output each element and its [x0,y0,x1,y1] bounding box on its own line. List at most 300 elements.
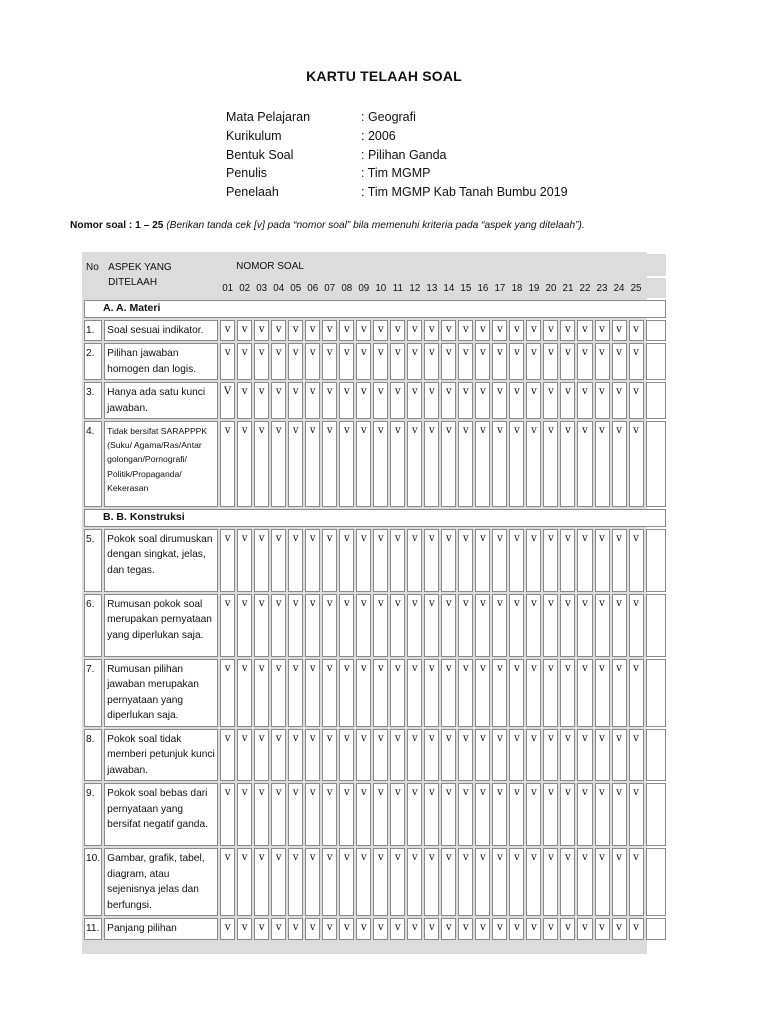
check-cell[interactable]: v [492,421,507,507]
check-cell[interactable]: v [373,659,388,727]
check-cell[interactable]: v [441,783,456,846]
check-cell[interactable]: v [339,594,354,657]
check-cell[interactable]: v [509,382,524,419]
check-cell[interactable]: v [339,320,354,342]
check-cell[interactable]: v [322,343,337,380]
check-cell[interactable]: v [237,729,252,782]
check-cell[interactable]: v [288,729,303,782]
check-cell[interactable]: v [373,848,388,916]
check-cell[interactable]: v [407,343,422,380]
check-cell[interactable]: v [543,382,558,419]
check-cell[interactable]: v [577,783,592,846]
check-cell[interactable]: v [339,659,354,727]
row-aspek: Soal sesuai indikator. [104,320,218,342]
check-cell[interactable]: v [237,421,252,507]
check-cell[interactable]: v [288,529,303,592]
check-cell[interactable]: v [475,529,490,592]
check-cell[interactable]: v [560,421,575,507]
check-cell[interactable]: v [305,382,320,419]
check-cell[interactable]: v [271,343,286,380]
check-cell[interactable]: v [339,848,354,916]
check-cell[interactable]: v [254,320,269,342]
check-cell[interactable]: v [373,343,388,380]
check-cell[interactable]: v [612,382,627,419]
check-cell[interactable]: v [237,918,252,940]
check-cell[interactable]: v [271,594,286,657]
check-cell[interactable]: v [271,529,286,592]
check-cell[interactable]: v [509,729,524,782]
check-cell[interactable]: v [288,421,303,507]
check-cell[interactable]: v [492,594,507,657]
check-cell[interactable]: v [373,729,388,782]
check-cell[interactable]: v [424,594,439,657]
check-cell[interactable]: v [271,421,286,507]
check-cell[interactable]: v [288,659,303,727]
check-cell[interactable]: v [424,783,439,846]
check-cell[interactable]: v [305,848,320,916]
check-cell[interactable]: v [288,848,303,916]
check-cell[interactable]: v [560,729,575,782]
check-cell[interactable]: v [373,320,388,342]
check-cell[interactable]: v [271,729,286,782]
check-cell[interactable]: v [237,343,252,380]
check-cell[interactable]: v [356,918,371,940]
question-number: 23 [595,278,610,298]
check-cell[interactable]: v [629,918,644,940]
check-cell[interactable]: v [629,382,644,419]
check-cell[interactable]: v [492,659,507,727]
check-cell[interactable]: v [288,382,303,419]
check-cell[interactable]: v [475,659,490,727]
check-cell[interactable]: v [475,320,490,342]
check-cell[interactable]: v [254,848,269,916]
check-cell[interactable]: v [595,659,610,727]
table-row [84,421,666,507]
check-cell[interactable]: v [475,848,490,916]
check-cell[interactable]: v [509,320,524,342]
check-cell[interactable]: v [543,659,558,727]
check-cell[interactable]: v [458,421,473,507]
check-cell[interactable]: v [595,529,610,592]
check-cell[interactable]: v [407,729,422,782]
check-cell[interactable]: v [543,783,558,846]
check-cell[interactable]: v [560,343,575,380]
check-cell[interactable]: v [407,320,422,342]
check-cell[interactable]: v [356,848,371,916]
check-cell[interactable]: v [543,848,558,916]
check-cell[interactable]: v [356,659,371,727]
check-cell[interactable]: v [339,343,354,380]
check-cell[interactable]: v [577,421,592,507]
meta-row [226,164,568,183]
check-cell[interactable]: v [543,421,558,507]
check-cell[interactable]: v [254,659,269,727]
check-cell[interactable]: v [271,659,286,727]
check-cell[interactable]: v [407,529,422,592]
check-cell[interactable]: v [356,783,371,846]
check-cell[interactable]: v [237,783,252,846]
check-cell[interactable]: v [305,343,320,380]
check-cell[interactable]: v [424,421,439,507]
check-cell[interactable]: v [595,382,610,419]
check-cell[interactable]: v [560,848,575,916]
question-number: 19 [526,278,541,298]
row-extra-cell [646,529,666,592]
check-cell[interactable]: v [356,729,371,782]
check-cell[interactable]: v [271,848,286,916]
check-cell[interactable]: v [407,594,422,657]
check-cell[interactable]: v [526,421,541,507]
check-cell[interactable]: v [458,320,473,342]
check-cell[interactable]: v [577,320,592,342]
check-cell[interactable]: v [424,343,439,380]
check-cell[interactable]: v [424,729,439,782]
row-aspek: Rumusan pokok soal merupakan pernyataan yang diperlukan saja. [104,594,218,657]
check-cell[interactable]: v [526,659,541,727]
check-cell[interactable]: v [390,918,405,940]
check-cell[interactable]: v [629,421,644,507]
meta-row [226,127,568,146]
check-cell[interactable]: v [612,343,627,380]
check-cell[interactable]: v [237,382,252,419]
check-cell[interactable]: v [475,783,490,846]
check-cell[interactable]: v [441,343,456,380]
check-cell[interactable]: v [390,659,405,727]
check-cell[interactable]: v [220,918,235,940]
check-cell[interactable]: v [543,729,558,782]
check-cell[interactable]: v [441,729,456,782]
check-cell[interactable]: v [458,343,473,380]
check-cell[interactable]: v [595,918,610,940]
check-cell[interactable]: v [595,343,610,380]
row-aspek: Panjang pilihan [104,918,218,940]
check-cell[interactable]: v [629,529,644,592]
check-cell[interactable]: v [305,320,320,342]
check-cell[interactable]: v [458,783,473,846]
check-cell[interactable]: v [390,783,405,846]
check-cell[interactable]: v [322,848,337,916]
check-cell[interactable]: v [339,729,354,782]
check-cell[interactable]: v [509,783,524,846]
check-cell[interactable]: v [458,382,473,419]
check-cell[interactable]: v [305,729,320,782]
check-cell[interactable]: v [322,918,337,940]
check-cell[interactable]: v [356,320,371,342]
check-cell[interactable]: v [612,529,627,592]
check-cell[interactable]: v [629,729,644,782]
check-cell[interactable]: v [356,421,371,507]
row-number: 4. [84,421,102,507]
check-cell[interactable]: v [458,594,473,657]
check-cell[interactable]: v [560,659,575,727]
check-cell[interactable]: v [373,918,388,940]
check-cell[interactable]: v [322,783,337,846]
check-cell[interactable]: v [526,343,541,380]
question-number: 24 [612,278,627,298]
check-cell[interactable]: v [577,659,592,727]
check-cell[interactable]: v [543,343,558,380]
check-cell[interactable]: v [560,918,575,940]
check-cell[interactable]: v [560,594,575,657]
check-cell[interactable]: v [629,783,644,846]
check-cell[interactable]: v [492,343,507,380]
check-cell[interactable]: v [288,594,303,657]
header-no: No [84,254,102,298]
check-cell[interactable]: v [220,729,235,782]
check-cell[interactable]: v [407,659,422,727]
check-cell[interactable]: v [254,918,269,940]
check-cell[interactable]: v [458,918,473,940]
check-cell[interactable]: v [390,421,405,507]
check-cell[interactable]: v [509,343,524,380]
check-cell[interactable]: v [254,729,269,782]
check-cell[interactable]: v [492,918,507,940]
check-cell[interactable]: v [237,848,252,916]
check-cell[interactable]: v [509,421,524,507]
check-cell[interactable]: v [305,659,320,727]
check-cell[interactable]: v [595,729,610,782]
check-cell[interactable]: v [577,848,592,916]
check-cell[interactable]: v [577,729,592,782]
check-cell[interactable]: v [254,594,269,657]
check-cell[interactable]: v [322,594,337,657]
check-cell[interactable]: v [441,594,456,657]
question-number: 16 [475,278,490,298]
check-cell[interactable]: v [407,421,422,507]
check-cell[interactable]: v [220,529,235,592]
check-cell[interactable]: v [305,421,320,507]
header-extra [646,278,666,298]
check-cell[interactable]: v [271,783,286,846]
check-cell[interactable]: v [577,343,592,380]
check-cell[interactable]: v [407,848,422,916]
check-cell[interactable]: v [407,918,422,940]
check-cell[interactable]: v [305,783,320,846]
check-cell[interactable]: v [441,421,456,507]
check-cell[interactable]: v [492,848,507,916]
check-cell[interactable]: v [629,848,644,916]
check-cell[interactable]: v [305,594,320,657]
check-cell[interactable]: v [356,529,371,592]
check-cell[interactable]: v [237,659,252,727]
check-cell[interactable]: v [612,594,627,657]
row-number: 11. [84,918,102,940]
check-cell[interactable]: v [339,421,354,507]
check-cell[interactable]: v [305,918,320,940]
check-cell[interactable]: v [237,529,252,592]
check-cell[interactable]: v [543,918,558,940]
check-cell[interactable]: v [526,382,541,419]
check-cell[interactable]: v [560,320,575,342]
check-cell[interactable]: v [441,848,456,916]
question-number: 01 [220,278,235,298]
check-cell[interactable]: v [322,529,337,592]
check-cell[interactable]: v [322,421,337,507]
check-cell[interactable]: v [254,382,269,419]
check-cell[interactable]: v [390,594,405,657]
check-cell[interactable]: v [526,848,541,916]
check-cell[interactable]: v [356,343,371,380]
check-cell[interactable]: v [424,848,439,916]
check-cell[interactable]: v [543,529,558,592]
check-cell[interactable]: v [288,783,303,846]
check-cell[interactable]: v [492,320,507,342]
section-row [84,300,666,318]
check-cell[interactable]: v [271,320,286,342]
check-cell[interactable]: v [220,594,235,657]
check-cell[interactable]: v [356,382,371,419]
header-row [84,254,666,276]
check-cell[interactable]: v [509,659,524,727]
check-cell[interactable]: v [492,783,507,846]
check-cell[interactable]: v [390,529,405,592]
check-cell[interactable]: v [629,343,644,380]
check-cell[interactable]: v [424,320,439,342]
check-cell[interactable]: v [612,659,627,727]
check-cell[interactable]: v [526,594,541,657]
check-cell[interactable]: v [288,343,303,380]
check-cell[interactable]: v [441,529,456,592]
check-cell[interactable]: v [305,529,320,592]
row-extra-cell [646,343,666,380]
check-cell[interactable]: v [237,594,252,657]
check-cell[interactable]: v [407,783,422,846]
check-cell[interactable]: v [220,343,235,380]
check-cell[interactable]: v [288,320,303,342]
check-cell[interactable]: v [475,594,490,657]
check-cell[interactable]: v [543,320,558,342]
check-cell[interactable]: V [220,382,235,419]
row-extra-cell [646,382,666,419]
table-row [84,659,666,727]
check-cell[interactable]: v [441,382,456,419]
check-cell[interactable]: v [612,783,627,846]
check-cell[interactable]: v [475,343,490,380]
check-cell[interactable]: v [339,783,354,846]
check-cell[interactable]: v [595,783,610,846]
check-cell[interactable]: v [271,382,286,419]
check-cell[interactable]: v [595,320,610,342]
check-cell[interactable]: v [492,529,507,592]
check-cell[interactable]: v [458,848,473,916]
check-cell[interactable]: v [390,343,405,380]
check-cell[interactable]: v [339,918,354,940]
check-cell[interactable]: v [543,594,558,657]
check-cell[interactable]: v [458,659,473,727]
check-cell[interactable]: v [407,382,422,419]
check-cell[interactable]: v [254,783,269,846]
check-cell[interactable]: v [560,783,575,846]
check-cell[interactable]: v [612,729,627,782]
check-cell[interactable]: v [458,529,473,592]
check-cell[interactable]: v [373,529,388,592]
check-cell[interactable]: v [577,918,592,940]
check-cell[interactable]: v [390,320,405,342]
check-cell[interactable]: v [612,848,627,916]
check-cell[interactable]: v [629,659,644,727]
check-cell[interactable]: v [339,382,354,419]
row-extra-cell [646,783,666,846]
check-cell[interactable]: v [373,783,388,846]
check-cell[interactable]: v [475,382,490,419]
check-cell[interactable]: v [254,421,269,507]
row-extra-cell [646,659,666,727]
check-cell[interactable]: v [424,529,439,592]
check-cell[interactable]: v [271,918,286,940]
check-cell[interactable]: v [577,382,592,419]
check-cell[interactable]: v [577,594,592,657]
check-cell[interactable]: v [458,729,473,782]
meta-value: : Tim MGMP [361,166,431,181]
check-cell[interactable]: v [612,320,627,342]
check-cell[interactable]: v [373,421,388,507]
check-cell[interactable]: v [441,320,456,342]
check-cell[interactable]: v [577,529,592,592]
question-number: 14 [441,278,456,298]
check-cell[interactable]: v [220,659,235,727]
check-cell[interactable]: v [373,594,388,657]
check-cell[interactable]: v [629,320,644,342]
check-cell[interactable]: v [322,320,337,342]
check-cell[interactable]: v [441,918,456,940]
check-cell[interactable]: v [595,848,610,916]
check-cell[interactable]: v [509,529,524,592]
check-cell[interactable]: v [475,729,490,782]
check-cell[interactable]: v [322,382,337,419]
check-cell[interactable]: v [220,848,235,916]
check-cell[interactable]: v [322,729,337,782]
check-cell[interactable]: v [424,918,439,940]
check-cell[interactable]: v [288,918,303,940]
check-cell[interactable]: v [220,320,235,342]
check-cell[interactable]: v [475,421,490,507]
check-cell[interactable]: v [390,382,405,419]
check-cell[interactable]: v [339,529,354,592]
check-cell[interactable]: v [612,918,627,940]
check-cell[interactable]: v [356,594,371,657]
check-cell[interactable]: v [492,382,507,419]
check-cell[interactable]: v [629,594,644,657]
check-cell[interactable]: v [526,783,541,846]
check-cell[interactable]: v [560,529,575,592]
check-cell[interactable]: v [509,918,524,940]
check-cell[interactable]: v [509,848,524,916]
check-cell[interactable]: v [254,529,269,592]
check-cell[interactable]: v [526,918,541,940]
check-cell[interactable]: v [492,729,507,782]
check-cell[interactable]: v [424,382,439,419]
check-cell[interactable]: v [424,659,439,727]
check-cell[interactable]: v [322,659,337,727]
check-cell[interactable]: v [475,918,490,940]
check-cell[interactable]: v [526,320,541,342]
check-cell[interactable]: v [373,382,388,419]
check-cell[interactable]: v [612,421,627,507]
check-cell[interactable]: v [509,594,524,657]
check-cell[interactable]: v [390,729,405,782]
check-cell[interactable]: v [595,594,610,657]
check-cell[interactable]: v [390,848,405,916]
check-cell[interactable]: v [526,729,541,782]
check-cell[interactable]: v [220,783,235,846]
check-cell[interactable]: v [526,529,541,592]
check-cell[interactable]: v [595,421,610,507]
check-cell[interactable]: v [560,382,575,419]
check-cell[interactable]: v [254,343,269,380]
check-cell[interactable]: v [441,659,456,727]
check-cell[interactable]: v [237,320,252,342]
check-cell[interactable]: v [220,421,235,507]
